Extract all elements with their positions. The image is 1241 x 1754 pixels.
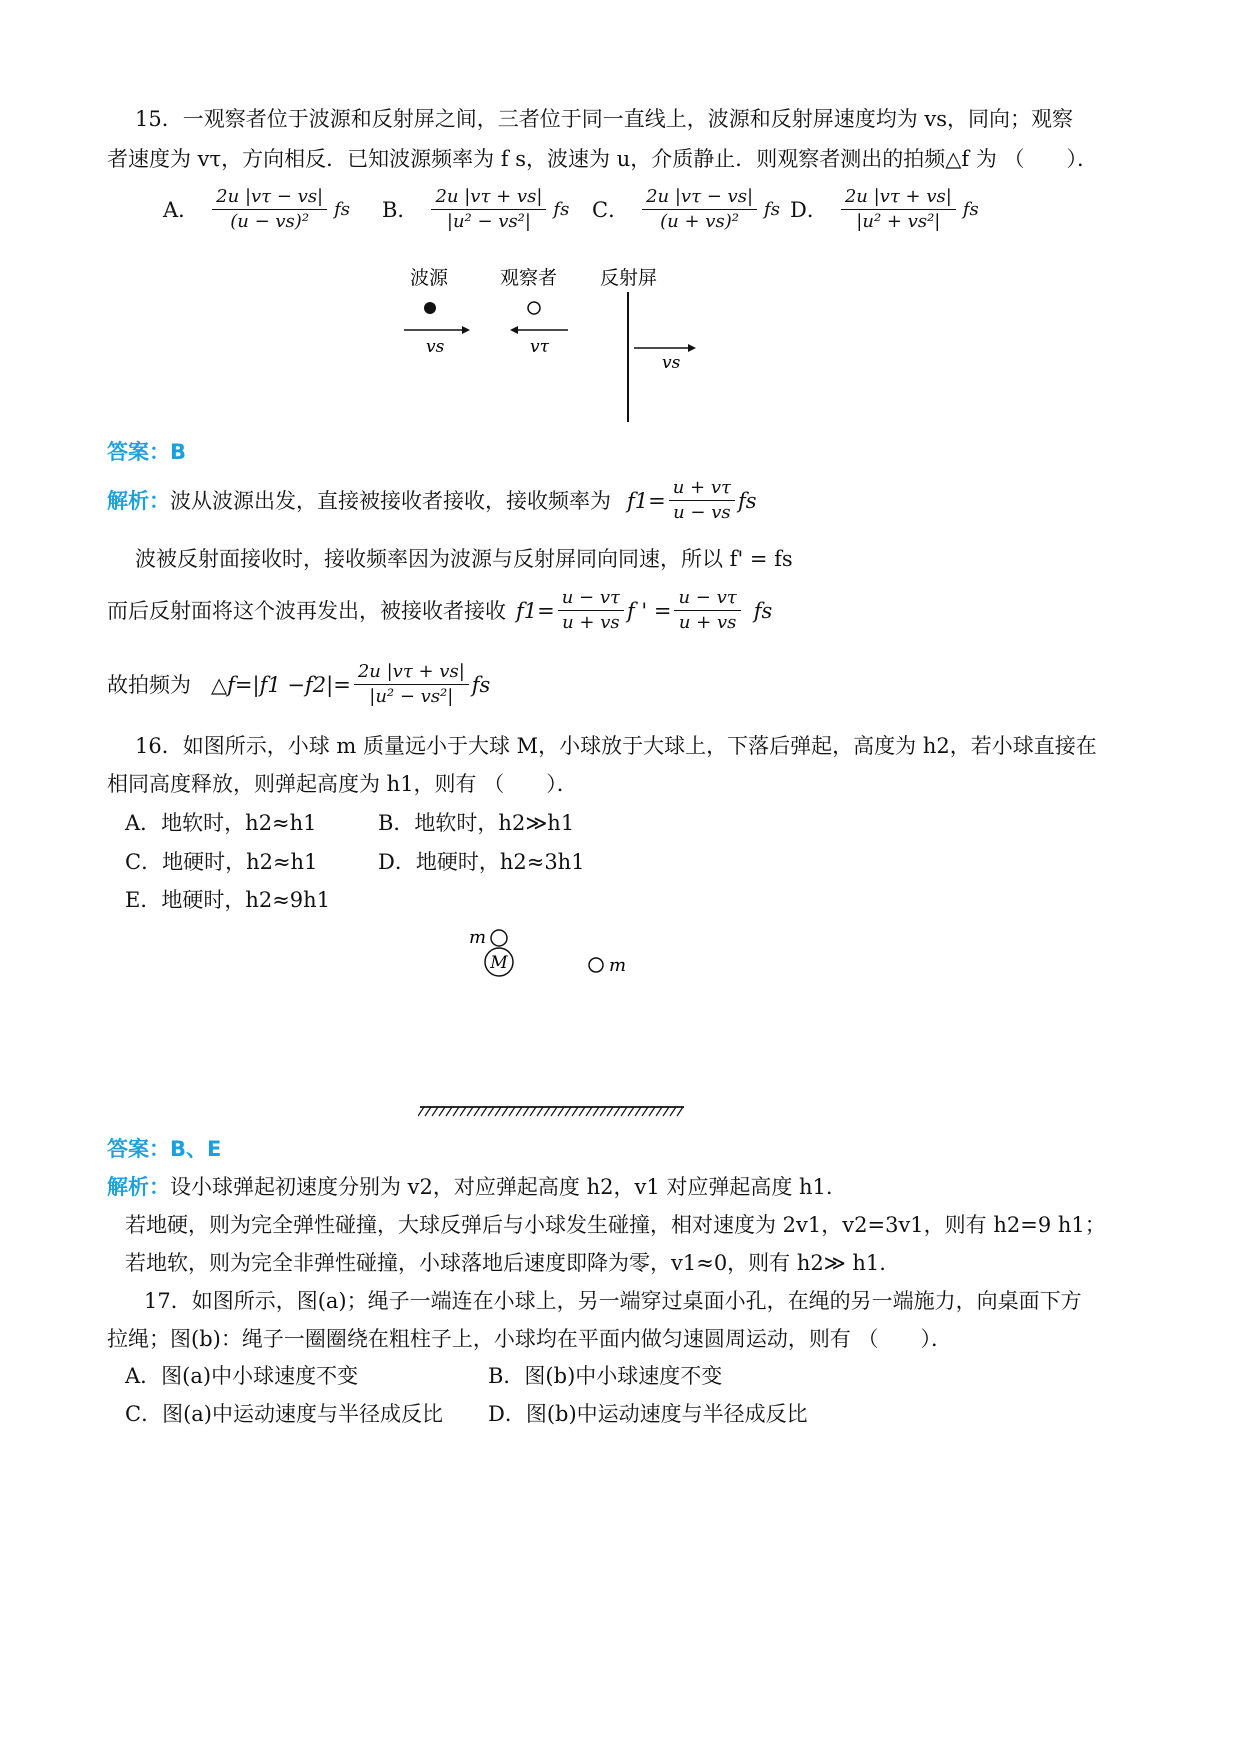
hatch-mark — [558, 1107, 564, 1116]
hatch-mark — [656, 1107, 662, 1116]
hatch-mark — [544, 1107, 550, 1116]
q16-analysis-2: 若地硬，则为完全弹性碰撞，大球反弹后与小球发生碰撞，相对速度为 2v1，v2=3v1，则有 h2=9 h1； — [125, 1213, 1106, 1237]
q16-stem-line2: 相同高度释放，则弹起高度为 h1，则有 （ ）． — [107, 772, 578, 796]
q15-analysis-3: 而后反射面将这个波再发出，被接收者接收 f1= $\frac{u - v\tau}{u + vs}$ f ' = $\frac{u - v\tau}{u + vs}$ fs — [107, 587, 773, 633]
observer-circle — [528, 302, 540, 314]
hatch-mark — [663, 1107, 669, 1116]
q17-option-b: B．图(b)中小球速度不变 — [488, 1364, 723, 1388]
q16-analysis-3: 若地软，则为完全非弹性碰撞，小球落地后速度即降为零，v1≈0，则有 h2≫ h1. — [125, 1251, 886, 1275]
big-ball-label: M — [490, 953, 508, 973]
single-ball-label: m — [609, 955, 627, 976]
screen-velocity: vs — [662, 353, 681, 373]
observer-velocity: vτ — [530, 337, 550, 357]
q16-option-d: D．地硬时，h2≈3h1 — [378, 850, 585, 874]
source-label: 波源 — [410, 267, 449, 289]
hatch-mark — [593, 1107, 599, 1116]
q17-stem-line1: 17．如图所示，图(a)；绳子一端连在小球上，另一端穿过桌面小孔，在绳的另一端施力，向桌面下方 — [144, 1289, 1082, 1313]
q15-analysis-4: 故拍频为 △f=|f1 −f2|= $\frac{2u |v\tau + vs|}{\text{|u² − vs²|}}$ fs — [107, 661, 491, 707]
hatch-mark — [516, 1107, 522, 1116]
small-ball-circle — [491, 930, 507, 946]
hatch-mark — [523, 1107, 529, 1116]
q16-option-c: C．地硬时，h2≈h1 — [125, 850, 318, 874]
q16-analysis-1: 解析：设小球弹起初速度分别为 v2，对应弹起高度 h2，v1 对应弹起高度 h1. — [107, 1175, 833, 1199]
hatch-mark — [537, 1107, 543, 1116]
q15-analysis-2: 波被反射面接收时，接收频率因为波源与反射屏同向同速，所以 f' = fs — [135, 547, 793, 571]
q15-figure — [390, 262, 720, 427]
hatch-mark — [621, 1107, 627, 1116]
q15-answer: 答案：B — [107, 440, 187, 464]
hatch-mark — [635, 1107, 641, 1116]
q17-stem-line2: 拉绳；图(b)：绳子一圈圈绕在粗柱子上，小球均在平面内做匀速圆周运动，则有 （ ）． — [107, 1327, 953, 1351]
q15-option-a: A． $\frac{2u |v\tau - vs|}{\text{(u − vs)²}}$ fs — [163, 186, 351, 232]
q16-stem-line1: 16．如图所示，小球 m 质量远小于大球 M，小球放于大球上，下落后弹起，高度为 h2，若小球直接在 — [135, 734, 1097, 758]
q17-option-d: D．图(b)中运动速度与半径成反比 — [488, 1402, 808, 1426]
q15-analysis-1: 解析： 波从波源出发，直接被接收者接收，接收频率为 f1= $\frac{u + v\tau}{u - vs}$ fs — [107, 477, 757, 523]
hatch-mark — [467, 1107, 473, 1116]
source-velocity: vs — [426, 337, 445, 357]
hatch-mark — [649, 1107, 655, 1116]
hatch-mark — [425, 1107, 431, 1116]
source-dot — [424, 302, 436, 314]
q15-stem-line2: 者速度为 vτ，方向相反．已知波源频率为 f s，波速为 u，介质静止．则观察者测出的拍频△f 为 （ ）． — [107, 147, 1099, 171]
q15-stem-line1: 15．一观察者位于波源和反射屏之间，三者位于同一直线上，波源和反射屏速度均为 vs，同向；观察 — [135, 107, 1074, 131]
ground-hatch — [418, 1104, 688, 1120]
q16-option-e: E．地硬时，h2≈9h1 — [125, 888, 331, 912]
q15-option-b: B． $\frac{2u |v\tau + vs|}{\text{|u² − vs²|}}$ fs — [382, 186, 570, 232]
hatch-mark — [509, 1107, 515, 1116]
hatch-mark — [600, 1107, 606, 1116]
hatch-mark — [446, 1107, 452, 1116]
hatch-mark — [677, 1107, 683, 1116]
source-arrowhead — [462, 326, 470, 334]
hatch-mark — [460, 1107, 466, 1116]
hatch-mark — [481, 1107, 487, 1116]
hatch-mark — [579, 1107, 585, 1116]
observer-arrowhead — [510, 326, 518, 334]
hatch-mark — [628, 1107, 634, 1116]
q15-option-c: C． $\frac{2u |v\tau - vs|}{\text{(u + vs)²}}$ fs — [592, 186, 780, 232]
hatch-mark — [439, 1107, 445, 1116]
hatch-mark — [572, 1107, 578, 1116]
hatch-mark — [642, 1107, 648, 1116]
hatch-mark — [565, 1107, 571, 1116]
hatch-mark — [474, 1107, 480, 1116]
screen-arrowhead — [688, 344, 696, 352]
hatch-mark — [495, 1107, 501, 1116]
q16-figure — [460, 922, 640, 987]
hatch-mark — [551, 1107, 557, 1116]
hatch-mark — [418, 1107, 424, 1116]
hatch-mark — [607, 1107, 613, 1116]
q15-option-d: D． $\frac{2u |v\tau + vs|}{\text{|u² + vs²|}}$ fs — [790, 186, 979, 232]
q16-answer: 答案：B、E — [107, 1137, 222, 1161]
hatch-mark — [614, 1107, 620, 1116]
hatch-mark — [502, 1107, 508, 1116]
hatch-mark — [453, 1107, 459, 1116]
hatch-mark — [586, 1107, 592, 1116]
hatch-mark — [530, 1107, 536, 1116]
single-ball-circle — [589, 958, 603, 972]
q16-option-a: A．地软时，h2≈h1 — [125, 811, 317, 835]
small-ball-label: m — [469, 927, 487, 948]
hatch-mark — [488, 1107, 494, 1116]
observer-label: 观察者 — [500, 267, 558, 289]
q17-option-a: A．图(a)中小球速度不变 — [125, 1364, 359, 1388]
q16-option-b: B．地软时，h2≫h1 — [378, 811, 575, 835]
hatch-mark — [670, 1107, 676, 1116]
screen-label: 反射屏 — [600, 267, 658, 289]
hatch-mark — [432, 1107, 438, 1116]
q17-option-c: C．图(a)中运动速度与半径成反比 — [125, 1402, 443, 1426]
